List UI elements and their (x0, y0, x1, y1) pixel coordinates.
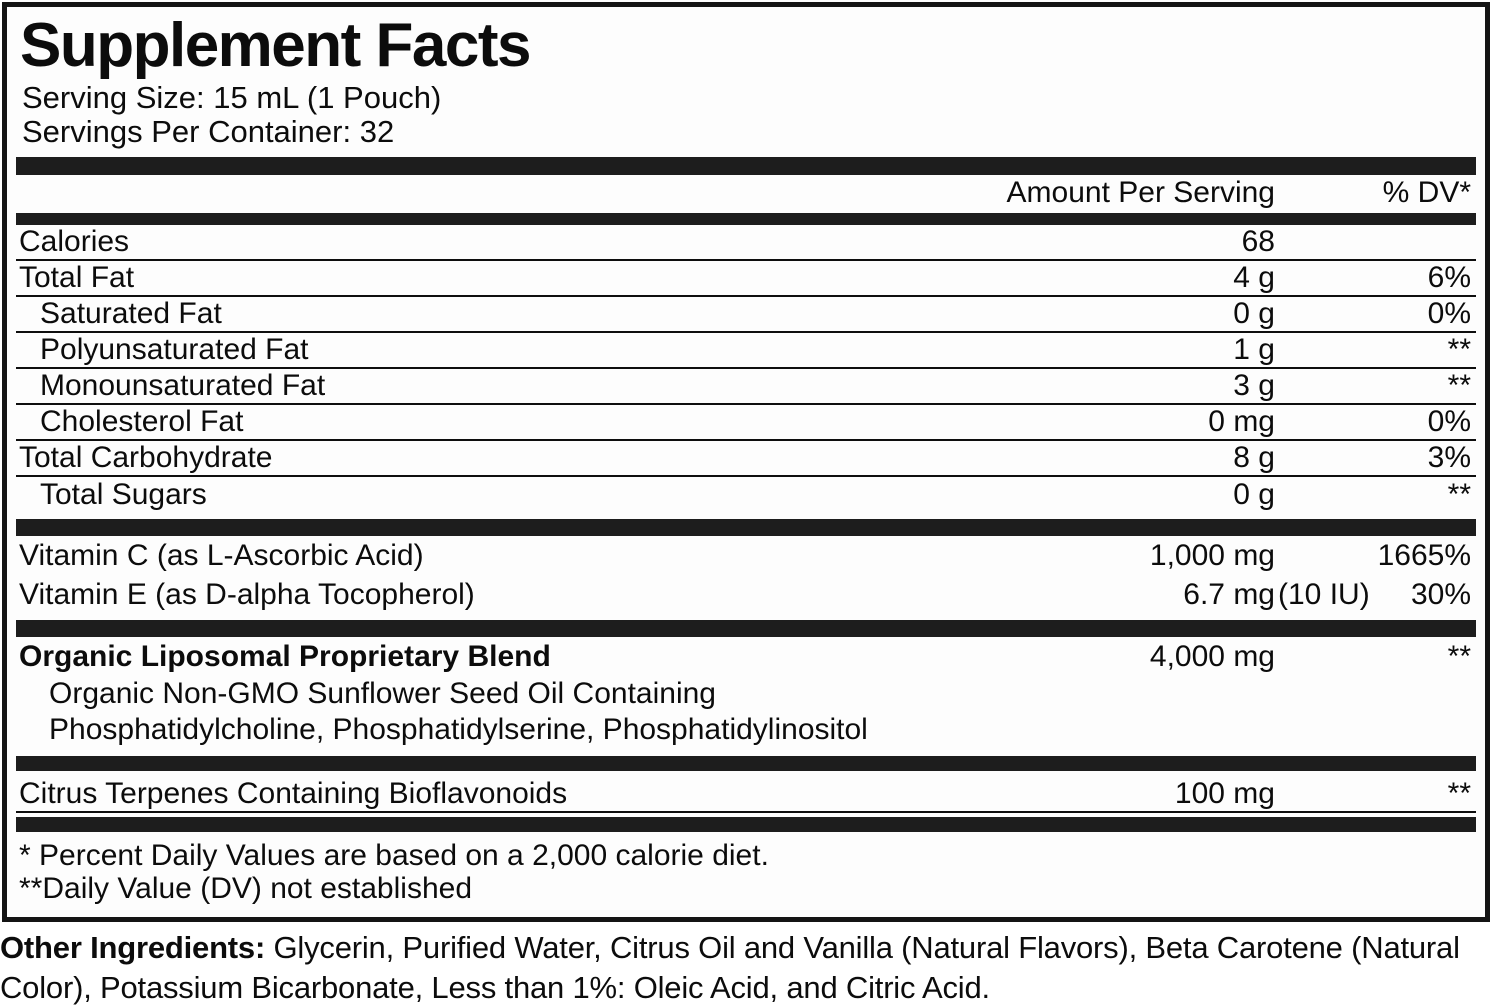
panel-title: Supplement Facts (20, 11, 530, 80)
nutrient-name: Total Fat (19, 261, 135, 294)
amount-per-serving-header: Amount Per Serving (1006, 176, 1275, 209)
nutrient-row-total-sugars (16, 477, 1476, 513)
divider-bar-footnotes (16, 817, 1476, 832)
serving-size-line: Serving Size: 15 mL (1 Pouch) (22, 80, 442, 115)
nutrient-dv: ** (1447, 333, 1471, 366)
nutrient-dv: 6% (1427, 261, 1471, 294)
supplement-label-page (0, 2, 1500, 1005)
nutrient-amount: 1,000 mg (1149, 538, 1275, 572)
nutrient-row-polyunsaturated-fat (16, 333, 1476, 369)
nutrient-amount (945, 577, 1370, 612)
other-ingredients-text: Glycerin, Purified Water, Citrus Oil and Vanilla (Natural Flavors), Beta Carotene (Natural Color), Potassium Bicarbonate, Less than 1%: Oleic Acid, and Citric Acid. (0, 930, 1460, 1005)
divider-bar-header (16, 213, 1476, 225)
divider-bar-blend (16, 620, 1476, 637)
nutrient-name: Cholesterol Fat (40, 405, 244, 438)
nutrient-row-saturated-fat (16, 297, 1476, 333)
amount-iu-note: (10 IU) (1278, 577, 1370, 611)
nutrient-amount: 100 mg (1174, 777, 1275, 810)
nutrient-name: Citrus Terpenes Containing Bioflavonoids (19, 777, 568, 810)
column-header-row (16, 175, 1476, 213)
servings-per-container-line: Servings Per Container: 32 (22, 114, 395, 149)
nutrient-row-proprietary-blend (16, 637, 1476, 676)
amount-value: 6.7 mg (1183, 577, 1275, 611)
nutrient-amount: 4,000 mg (1149, 639, 1275, 673)
nutrient-dv: ** (1447, 777, 1471, 810)
nutrient-dv: ** (1447, 639, 1471, 673)
nutrient-row-calories (16, 225, 1476, 261)
supplement-facts-panel (2, 2, 1490, 922)
nutrient-row-monounsaturated-fat (16, 369, 1476, 405)
nutrient-name: Total Carbohydrate (19, 441, 273, 474)
footnote-daily-values: * Percent Daily Values are based on a 2,000 calorie diet. (19, 839, 769, 872)
footnotes (16, 839, 1476, 905)
nutrient-name: Monounsaturated Fat (40, 369, 326, 402)
nutrient-name: Total Sugars (40, 478, 207, 511)
nutrient-amount: 3 g (1233, 369, 1275, 402)
nutrient-dv: 3% (1427, 441, 1471, 474)
divider-bar-vitamins (16, 519, 1476, 536)
nutrient-name: Vitamin E (as D-alpha Tocopherol) (19, 577, 475, 611)
nutrient-row-total-fat (16, 261, 1476, 297)
nutrient-row-cholesterol-fat (16, 405, 1476, 441)
divider-bar-citrus (16, 756, 1476, 771)
other-ingredients-label: Other Ingredients: (0, 930, 266, 965)
blend-detail-line: Organic Non-GMO Sunflower Seed Oil Containing (49, 677, 716, 710)
divider-bar-top (16, 157, 1476, 175)
nutrient-row-vitamin-c (16, 536, 1476, 575)
nutrient-name: Calories (19, 225, 130, 258)
other-ingredients (0, 928, 1500, 1008)
nutrient-dv: 0% (1427, 405, 1471, 438)
nutrient-name: Vitamin C (as L-Ascorbic Acid) (19, 538, 424, 572)
nutrient-dv: ** (1447, 369, 1471, 402)
nutrient-dv: ** (1447, 478, 1471, 511)
nutrient-row-vitamin-e (16, 575, 1476, 614)
percent-dv-header: % DV* (1382, 176, 1471, 209)
nutrient-amount: 8 g (1233, 441, 1275, 474)
nutrient-amount: 1 g (1233, 333, 1275, 366)
nutrient-dv: 30% (1410, 577, 1471, 611)
nutrient-row-citrus-terpenes (16, 777, 1476, 813)
nutrient-amount: 0 g (1233, 478, 1275, 511)
nutrient-dv: 1665% (1377, 538, 1471, 572)
blend-detail-line: Phosphatidylcholine, Phosphatidylserine, Phosphatidylinositol (49, 713, 868, 746)
nutrient-dv: 0% (1427, 297, 1471, 330)
nutrient-name: Polyunsaturated Fat (40, 333, 309, 366)
blend-name: Organic Liposomal Proprietary Blend (19, 639, 551, 673)
nutrient-name: Saturated Fat (40, 297, 222, 330)
nutrient-row-total-carbohydrate (16, 441, 1476, 477)
spacer (16, 748, 1476, 752)
footnote-dv-not-established: **Daily Value (DV) not established (19, 872, 473, 905)
nutrient-amount: 0 g (1233, 297, 1275, 330)
nutrient-amount: 68 (1241, 225, 1275, 258)
nutrient-amount: 0 mg (1208, 405, 1275, 438)
nutrient-amount: 4 g (1233, 261, 1275, 294)
